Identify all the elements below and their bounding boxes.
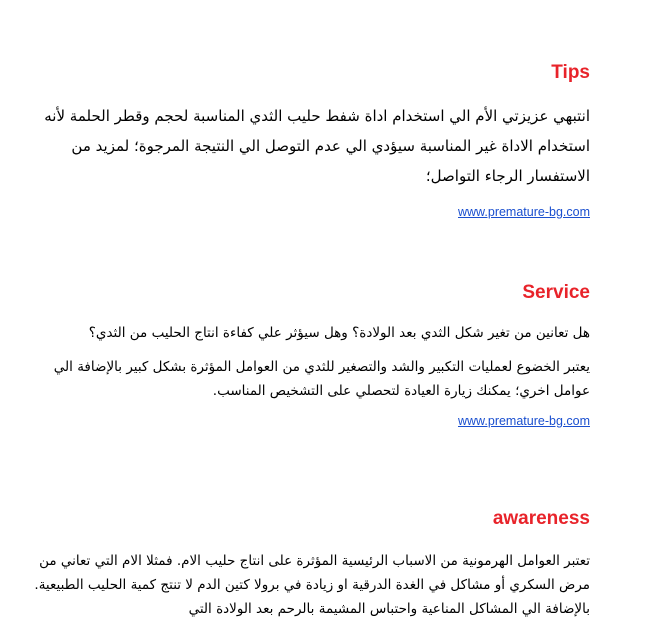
service-heading: Service	[522, 282, 590, 303]
tips-body: انتبهي عزيزتي الأم الي استخدام اداة شفط حليب الثدي المناسبة لحجم وقطر الحلمة لأنه استخدام الاداة غير المناسبة سيؤدي الي عدم التوصل الي النتيجة المرجوة؛ لمزيد من الاستفسار الرجاء التواصل؛	[44, 107, 590, 185]
service-website-link[interactable]: www.premature-bg.com	[458, 414, 590, 428]
service-question: هل تعانين من تغير شكل الثدي بعد الولادة؟ وهل سيؤثر علي كفاءة انتاج الحليب من الثدي؟	[88, 325, 590, 341]
tips-heading: Tips	[551, 62, 590, 83]
awareness-heading: awareness	[492, 508, 590, 529]
service-answer: يعتبر الخضوع لعمليات التكبير والشد والتصغير للثدي من العوامل المؤثرة بشكل كبير بالإضافة الي عوامل اخري؛ يمكنك زيارة العيادة لتحصلي على التشخيص المناسب.	[53, 359, 590, 399]
awareness-body: تعتبر العوامل الهرمونية من الاسباب الرئيسية المؤثرة على انتاج حليب الام. فمثلا الام التي تعاني من مرض السكري أو مشاكل في الغدة الدرقية او زيادة في برولا كتين الدم لا تنتج كمية الحليب الطبيعية. بالإضافة الي المشاكل المناعية واحتباس المشيمة بالرحم بعد الولادة التي	[34, 553, 590, 617]
awareness-section	[30, 508, 590, 621]
service-section	[30, 282, 590, 428]
tips-website-link[interactable]: www.premature-bg.com	[458, 205, 590, 219]
tips-section	[30, 62, 590, 219]
